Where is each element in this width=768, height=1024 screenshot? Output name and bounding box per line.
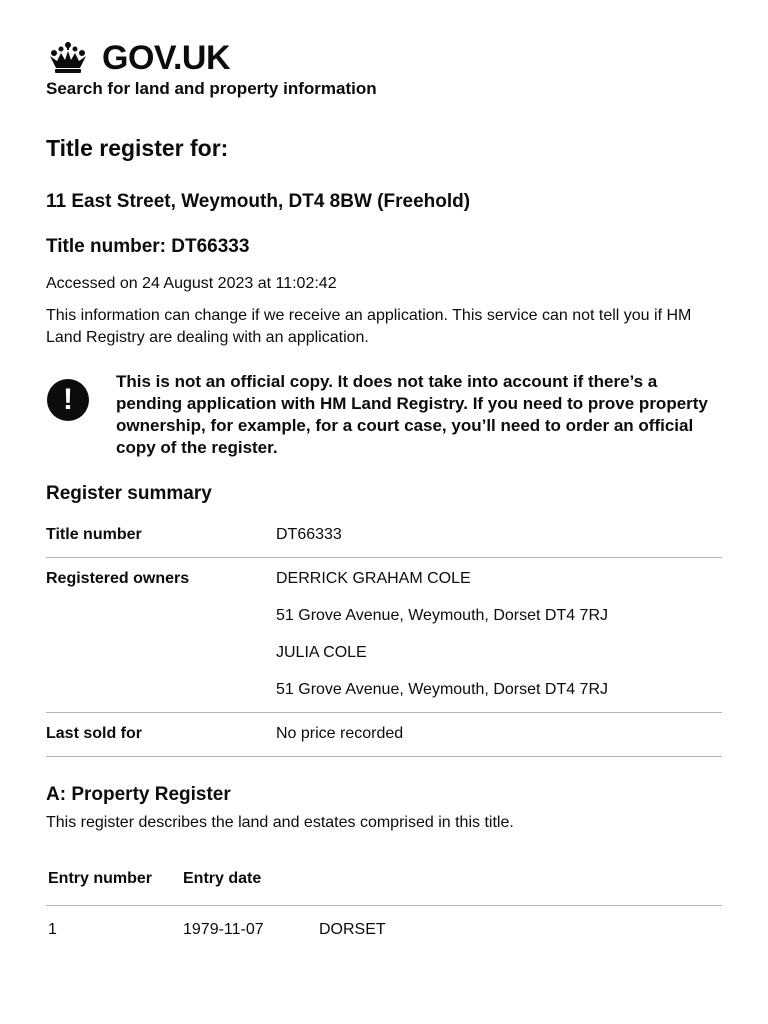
logo-text: GOV.UK <box>102 39 231 77</box>
warning-callout <box>46 373 722 459</box>
owner-name: JULIA COLE <box>276 644 367 661</box>
owner-name: DERRICK GRAHAM COLE <box>276 570 471 587</box>
summary-key: Title number <box>46 526 142 543</box>
register-summary-list <box>46 520 722 757</box>
service-name[interactable]: Search for land and property information <box>46 79 377 98</box>
page-title: Title register for: <box>46 135 229 161</box>
govuk-logo[interactable] <box>46 38 722 78</box>
column-header-entry-date: Entry date <box>183 870 262 887</box>
accessed-timestamp: Accessed on 24 August 2023 at 11:02:42 <box>46 275 337 292</box>
entry-date: 1979-11-07 <box>183 921 264 938</box>
summary-row-last-sold <box>46 713 722 757</box>
info-text: This information can change if we receive an application. This service can not tell you if HM Land Registry are dealing with an application. <box>46 307 692 346</box>
property-register-table <box>46 868 722 941</box>
last-sold-value: No price recorded <box>276 725 404 742</box>
entry-text: DORSET <box>319 921 386 938</box>
title-number-heading: Title number: DT66333 <box>46 236 250 257</box>
summary-value <box>276 723 403 745</box>
summary-row-registered-owners <box>46 558 722 713</box>
crown-icon <box>46 41 90 75</box>
title-number-value: DT66333 <box>276 526 342 543</box>
table-row <box>46 906 722 941</box>
owner-address: 51 Grove Avenue, Weymouth, Dorset DT4 7RJ <box>276 607 609 624</box>
table-header <box>46 868 722 906</box>
entry-number: 1 <box>48 921 57 938</box>
summary-row-title-number <box>46 520 722 558</box>
property-register-description: This register describes the land and estates comprised in this title. <box>46 814 514 831</box>
summary-key: Registered owners <box>46 570 190 587</box>
warning-icon: ! <box>47 379 89 421</box>
page <box>46 38 722 941</box>
summary-value <box>276 568 608 701</box>
register-summary-heading: Register summary <box>46 483 212 504</box>
summary-key: Last sold for <box>46 725 143 742</box>
property-register-heading: A: Property Register <box>46 784 231 805</box>
summary-value <box>276 524 342 546</box>
column-header-entry-number: Entry number <box>48 870 153 887</box>
warning-text: This is not an official copy. It does not take into account if there’s a pending application with HM Land Registry. If you need to prove property ownership, for example, for a court case, you’ll need to order an official copy of the register. <box>116 372 708 457</box>
property-address: 11 East Street, Weymouth, DT4 8BW (Freehold) <box>46 191 471 212</box>
owner-address: 51 Grove Avenue, Weymouth, Dorset DT4 7RJ <box>276 681 609 698</box>
